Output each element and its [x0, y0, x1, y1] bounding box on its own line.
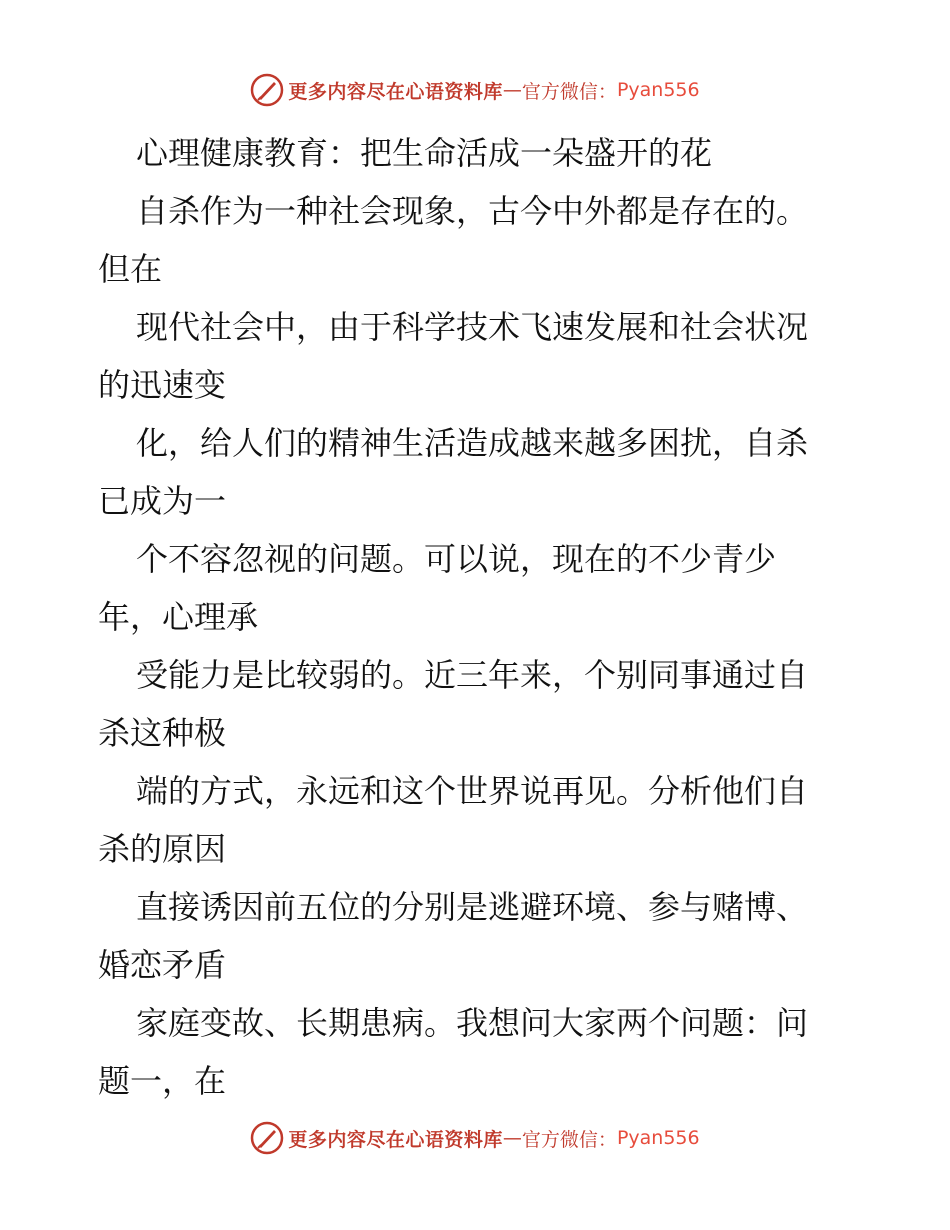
footer-banner	[0, 1118, 950, 1158]
banner-dash: —	[502, 79, 522, 101]
header-banner	[0, 70, 950, 110]
text-line: 杀这种极	[98, 714, 227, 752]
text-line: 受能力是比较弱的。近三年来，个别同事通过自	[136, 656, 809, 694]
text-line: 但在	[98, 250, 163, 288]
banner-wechat-label: 官方微信：	[521, 1128, 617, 1151]
banner-dash: —	[502, 1127, 522, 1149]
banner-brand: 更多内容尽在心语资料库	[288, 1128, 503, 1151]
text-line: 的迅速变	[98, 366, 227, 404]
text-line: 年，心理承	[98, 598, 259, 636]
banner-brand: 更多内容尽在心语资料库	[288, 80, 503, 103]
banner-wechat-label: 官方微信：	[521, 80, 617, 103]
text-line: 现代社会中，由于科学技术飞速发展和社会状况	[136, 308, 809, 346]
quill-logo-icon	[250, 1121, 284, 1155]
text-line: 个不容忽视的问题。可以说，现在的不少青少	[136, 540, 777, 578]
text-line: 婚恋矛盾	[98, 946, 227, 984]
text-line: 自杀作为一种社会现象，古今中外都是存在的。	[136, 192, 809, 230]
text-line: 化，给人们的精神生活造成越来越多困扰，自杀	[136, 424, 809, 462]
document-title: 心理健康教育：把生命活成一朵盛开的花	[136, 134, 713, 172]
text-line: 杀的原因	[98, 830, 227, 868]
banner-wechat-id: Pyan556	[616, 1127, 700, 1149]
text-line: 直接诱因前五位的分别是逃避环境、参与赌博、	[136, 888, 809, 926]
text-line: 已成为一	[98, 482, 227, 520]
document-body	[98, 124, 858, 1110]
banner-wechat-id: Pyan556	[616, 79, 700, 101]
text-line: 题一，在	[98, 1062, 227, 1100]
quill-logo-icon	[250, 73, 284, 107]
text-line: 端的方式，永远和这个世界说再见。分析他们自	[136, 772, 809, 810]
text-line: 家庭变故、长期患病。我想问大家两个问题：问	[136, 1004, 809, 1042]
